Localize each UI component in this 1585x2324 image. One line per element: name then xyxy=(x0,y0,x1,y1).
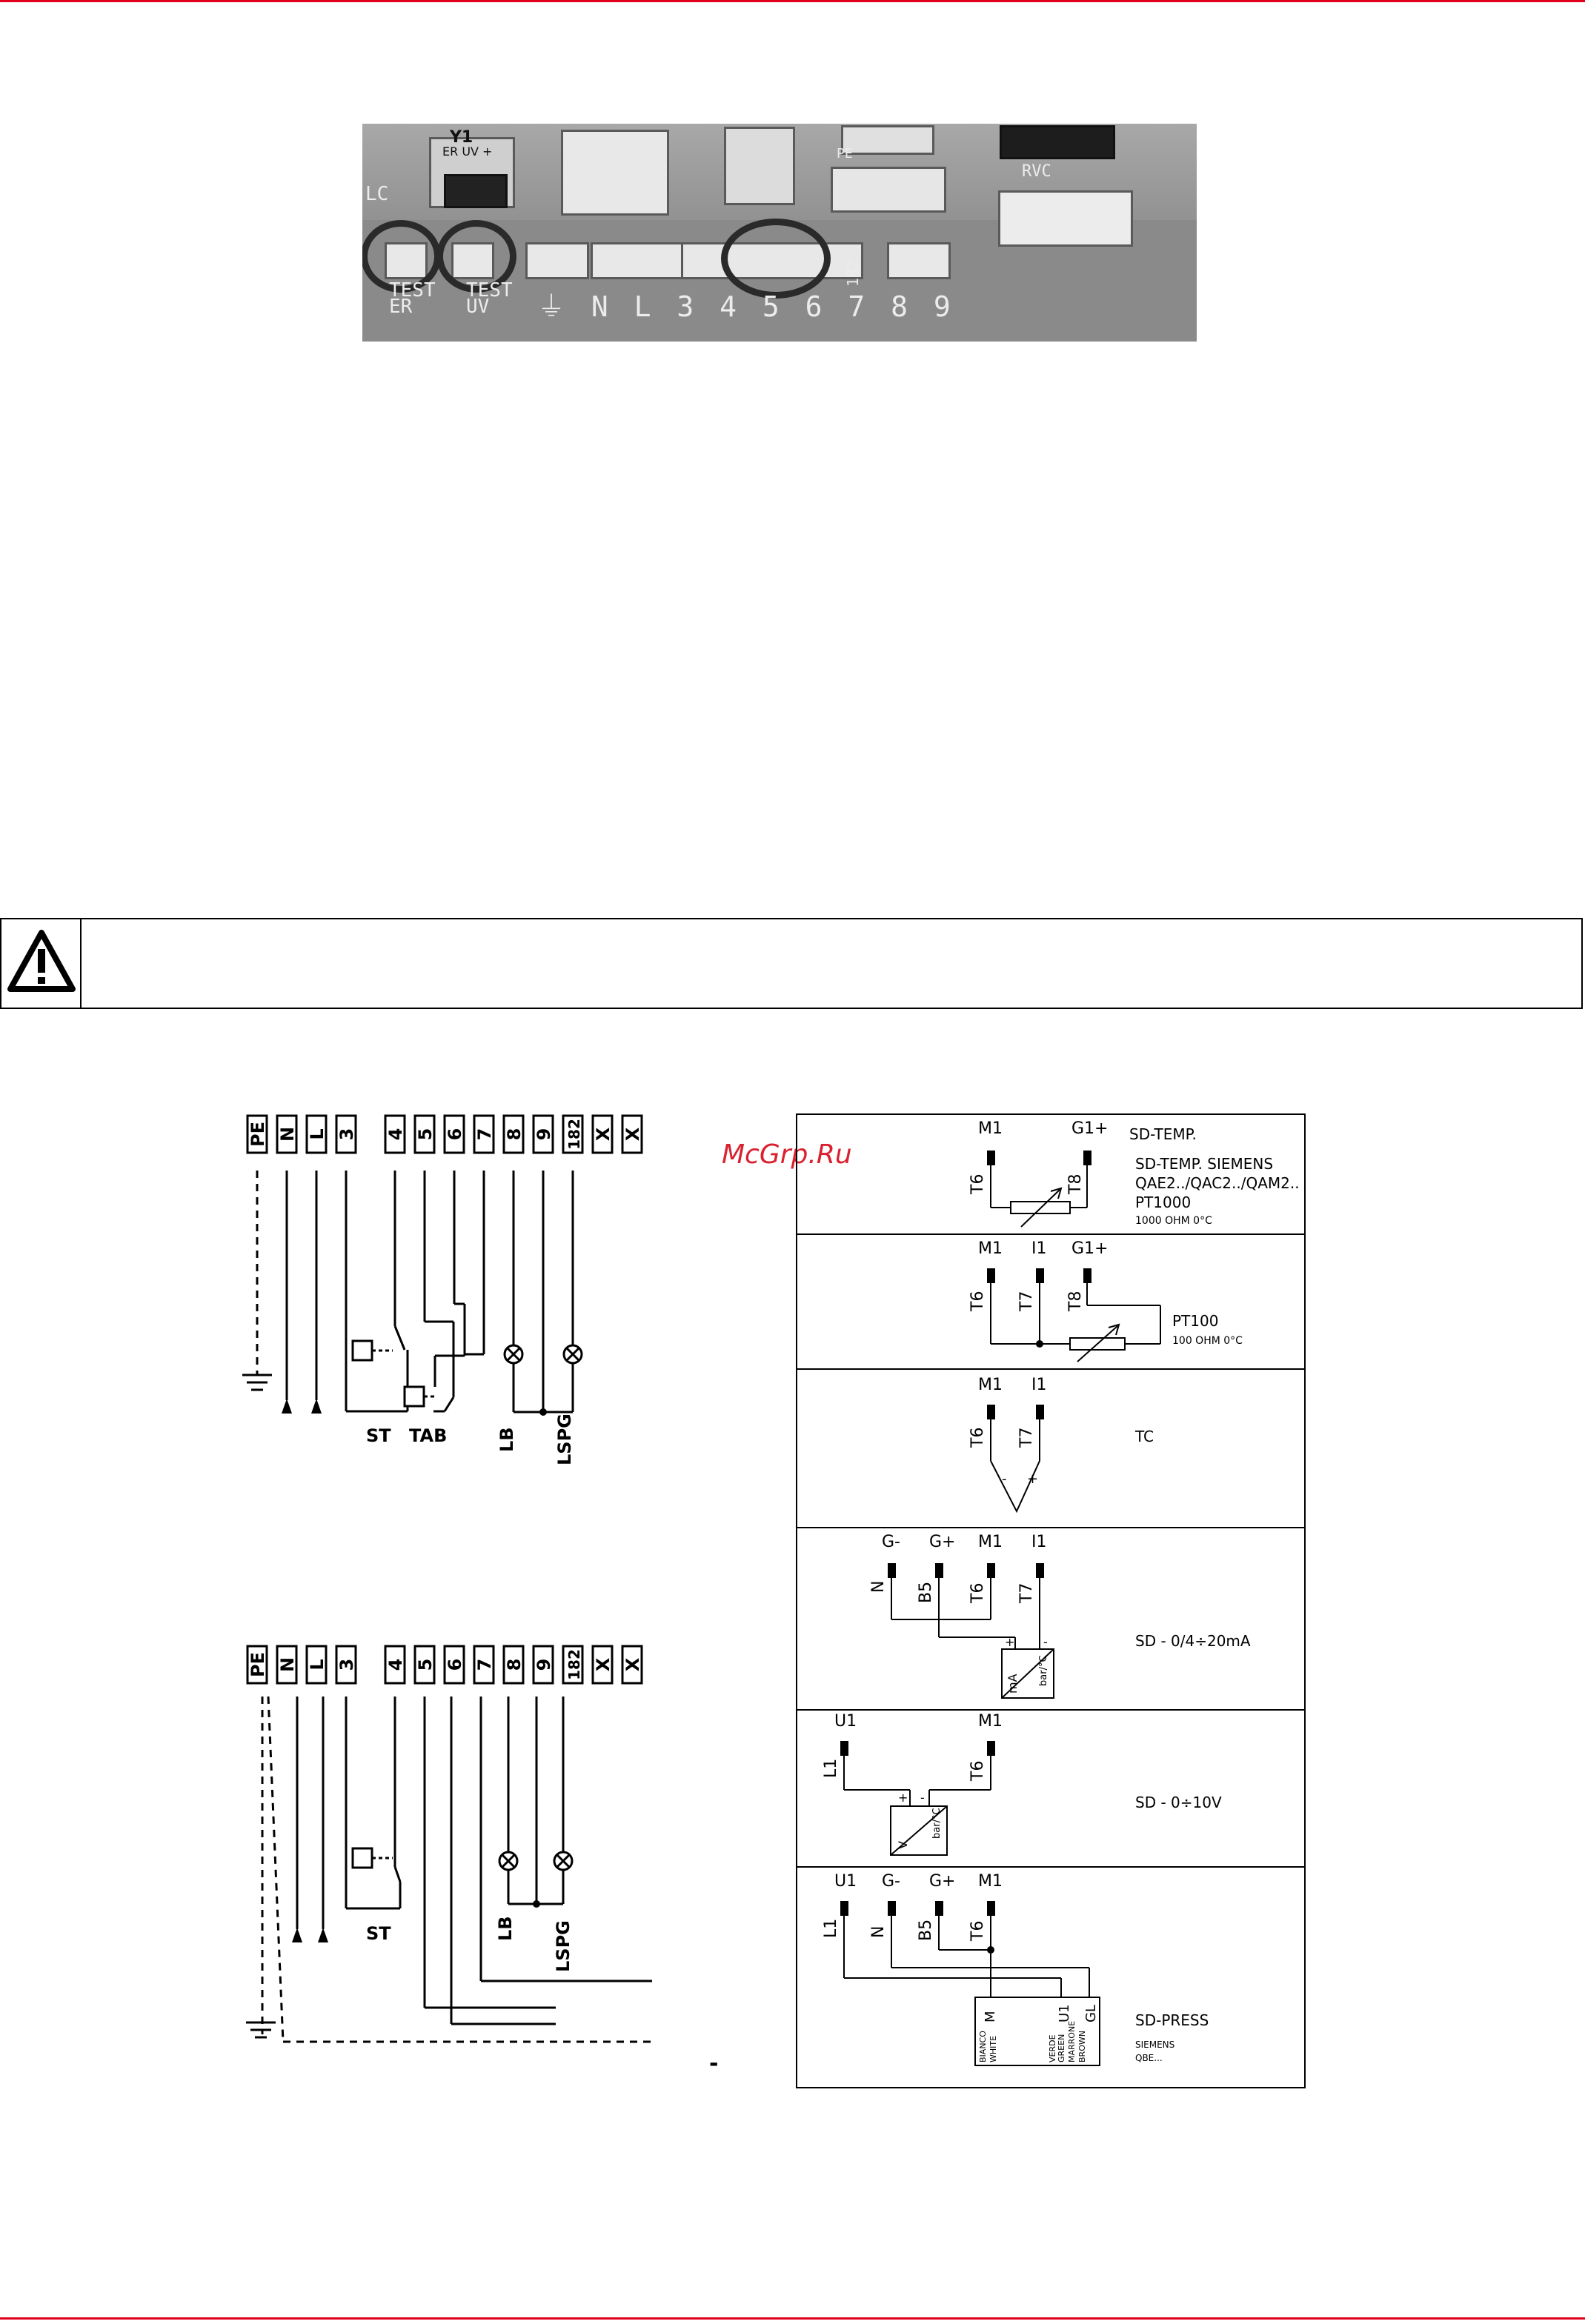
s4-box-unit: bar/°C xyxy=(1038,1655,1049,1686)
s4-box-ma: mA xyxy=(1006,1674,1020,1694)
label-st-top: ST xyxy=(366,1425,391,1446)
label-lb-bottom: LB xyxy=(495,1916,516,1941)
s6-wire-white: WHITE xyxy=(988,2035,998,2062)
photo-label-pe: PE xyxy=(837,146,853,162)
s6-wire-bianco: BIANCO xyxy=(978,2031,988,2062)
s4-pin-gminus: G- xyxy=(882,1533,900,1551)
s6-pin-gplus: G+ xyxy=(929,1872,956,1891)
s4-term-t6: T6 xyxy=(968,1582,987,1603)
wiring-diagram-bottom xyxy=(246,1646,652,2042)
term-bot-8: 8 xyxy=(504,1658,525,1671)
s1-term-t8: T8 xyxy=(1066,1173,1085,1194)
s1-desc-1: SD-TEMP. SIEMENS xyxy=(1135,1155,1274,1173)
s4-pin-i1: I1 xyxy=(1031,1533,1047,1551)
s6-term-n: N xyxy=(869,1925,888,1938)
s6-wire-brown: BROWN xyxy=(1077,2031,1087,2062)
s5-pin-u1: U1 xyxy=(834,1712,857,1731)
s3-term-t6: T6 xyxy=(968,1427,987,1448)
sensor-table xyxy=(797,1114,1305,2088)
term-bot-n: N xyxy=(277,1657,298,1673)
s5-desc: SD - 0÷10V xyxy=(1135,1794,1222,1811)
s5-minus: - xyxy=(920,1791,925,1805)
s1-desc-2: QAE2../QAC2../QAM2.. xyxy=(1135,1174,1300,1192)
s2-term-t8: T8 xyxy=(1066,1291,1085,1311)
s1-note: 1000 OHM 0°C xyxy=(1135,1215,1212,1227)
s3-plus: + xyxy=(1027,1471,1039,1487)
watermark: McGrp.Ru xyxy=(722,1139,852,1170)
photo-terminal-strip: ⏚ N L 3 4 5 6 7 8 9 xyxy=(537,290,955,323)
s3-desc: TC xyxy=(1135,1428,1154,1445)
s6-small-1: SIEMENS xyxy=(1135,2040,1175,2050)
s3-minus: - xyxy=(1002,1471,1007,1487)
term-top-4: 4 xyxy=(385,1128,406,1141)
photo-terminal-182: 182 xyxy=(844,259,862,287)
s1-desc-3: PT1000 xyxy=(1135,1193,1192,1211)
s2-term-t6: T6 xyxy=(968,1291,987,1311)
s5-term-l1: L1 xyxy=(822,1758,840,1778)
s6-pin-gminus: G- xyxy=(882,1872,900,1891)
s6-wire-green: GREEN xyxy=(1057,2034,1066,2062)
label-st-bottom: ST xyxy=(366,1923,391,1944)
term-top-l: L xyxy=(307,1128,328,1140)
s2-pin-i1: I1 xyxy=(1031,1239,1047,1258)
term-bot-x2: X xyxy=(622,1657,643,1672)
term-top-7: 7 xyxy=(474,1128,495,1141)
wiring-diagram-top xyxy=(242,1116,642,1412)
s4-term-b5: B5 xyxy=(917,1581,935,1603)
s6-term-t6: T6 xyxy=(968,1920,987,1941)
term-top-3: 3 xyxy=(336,1128,357,1141)
term-top-6: 6 xyxy=(445,1128,465,1141)
photo-label-y1: Y1 xyxy=(450,128,473,147)
s4-term-n: N xyxy=(869,1580,888,1593)
s2-desc: PT100 xyxy=(1172,1312,1219,1330)
term-top-pe: PE xyxy=(247,1122,268,1147)
term-bot-l: L xyxy=(307,1659,328,1671)
photo-label-test-uv: TEST UV xyxy=(466,279,513,318)
term-top-n: N xyxy=(277,1126,298,1142)
term-top-8: 8 xyxy=(504,1128,525,1141)
term-bot-3: 3 xyxy=(336,1658,357,1671)
s6-box-m: M xyxy=(983,2011,998,2022)
s6-wire-marrone: MARRONE xyxy=(1067,2020,1077,2062)
s6-wire-verde: VERDE xyxy=(1048,2034,1057,2062)
term-bot-6: 6 xyxy=(445,1658,465,1671)
s2-pin-m1: M1 xyxy=(978,1239,1003,1258)
s6-box-u1: U1 xyxy=(1057,2004,1072,2022)
term-bot-pe: PE xyxy=(247,1652,268,1677)
s4-pin-m1: M1 xyxy=(978,1533,1003,1551)
s6-term-l1: L1 xyxy=(822,1918,840,1938)
bottom-rule xyxy=(0,2317,1585,2320)
s2-term-t7: T7 xyxy=(1017,1291,1036,1311)
s3-pin-i1: I1 xyxy=(1031,1376,1047,1394)
s6-box-gl: GL xyxy=(1083,2005,1099,2022)
s5-term-t6: T6 xyxy=(968,1760,987,1781)
s1-pin-g1: G1+ xyxy=(1071,1119,1109,1138)
term-bot-7: 7 xyxy=(474,1658,495,1671)
term-top-9: 9 xyxy=(534,1128,554,1141)
s4-pin-gplus: G+ xyxy=(929,1533,956,1551)
s6-pin-m1: M1 xyxy=(978,1872,1003,1891)
s3-pin-m1: M1 xyxy=(978,1376,1003,1394)
term-top-182: 182 xyxy=(565,1119,583,1150)
s6-small-2: QBE... xyxy=(1135,2053,1163,2063)
label-lspg-top: LSPG xyxy=(554,1414,575,1465)
s4-term-t7: T7 xyxy=(1017,1582,1036,1603)
term-bot-5: 5 xyxy=(415,1658,436,1671)
term-top-x2: X xyxy=(622,1127,643,1142)
label-lspg-bottom: LSPG xyxy=(553,1920,574,1972)
s5-box-v: V xyxy=(896,1841,910,1849)
photo-label-lc: LC xyxy=(365,183,389,205)
s2-note: 100 OHM 0°C xyxy=(1172,1335,1243,1347)
s1-title: SD-TEMP. xyxy=(1129,1125,1197,1143)
s6-desc: SD-PRESS xyxy=(1135,2011,1209,2029)
s4-plus: + xyxy=(1005,1635,1015,1649)
label-tab: TAB xyxy=(409,1425,448,1446)
photo-label-rvc: RVC xyxy=(1022,162,1051,181)
photo-label-test-er: TEST ER xyxy=(389,279,436,318)
s4-minus: - xyxy=(1043,1635,1048,1649)
s3-term-t7: T7 xyxy=(1017,1427,1036,1448)
s1-term-t6: T6 xyxy=(968,1173,987,1194)
s6-pin-u1: U1 xyxy=(834,1872,857,1891)
s1-pin-m1: M1 xyxy=(978,1119,1003,1138)
term-top-x1: X xyxy=(593,1127,614,1142)
s4-desc: SD - 0/4÷20mA xyxy=(1135,1632,1251,1650)
term-bot-9: 9 xyxy=(534,1658,554,1671)
stray-dash: - xyxy=(709,2051,719,2077)
s6-term-b5: B5 xyxy=(917,1919,935,1941)
term-top-5: 5 xyxy=(415,1128,436,1141)
label-lb-top: LB xyxy=(496,1427,517,1452)
term-bot-4: 4 xyxy=(385,1658,406,1671)
term-bot-182: 182 xyxy=(565,1649,583,1680)
s5-pin-m1: M1 xyxy=(978,1712,1003,1731)
photo-label-er-uv: ER UV + xyxy=(442,144,493,159)
term-bot-x1: X xyxy=(593,1657,614,1672)
s5-box-unit: bar/°C xyxy=(931,1808,943,1839)
s2-pin-g1: G1+ xyxy=(1071,1239,1109,1258)
s5-plus: + xyxy=(898,1791,908,1805)
